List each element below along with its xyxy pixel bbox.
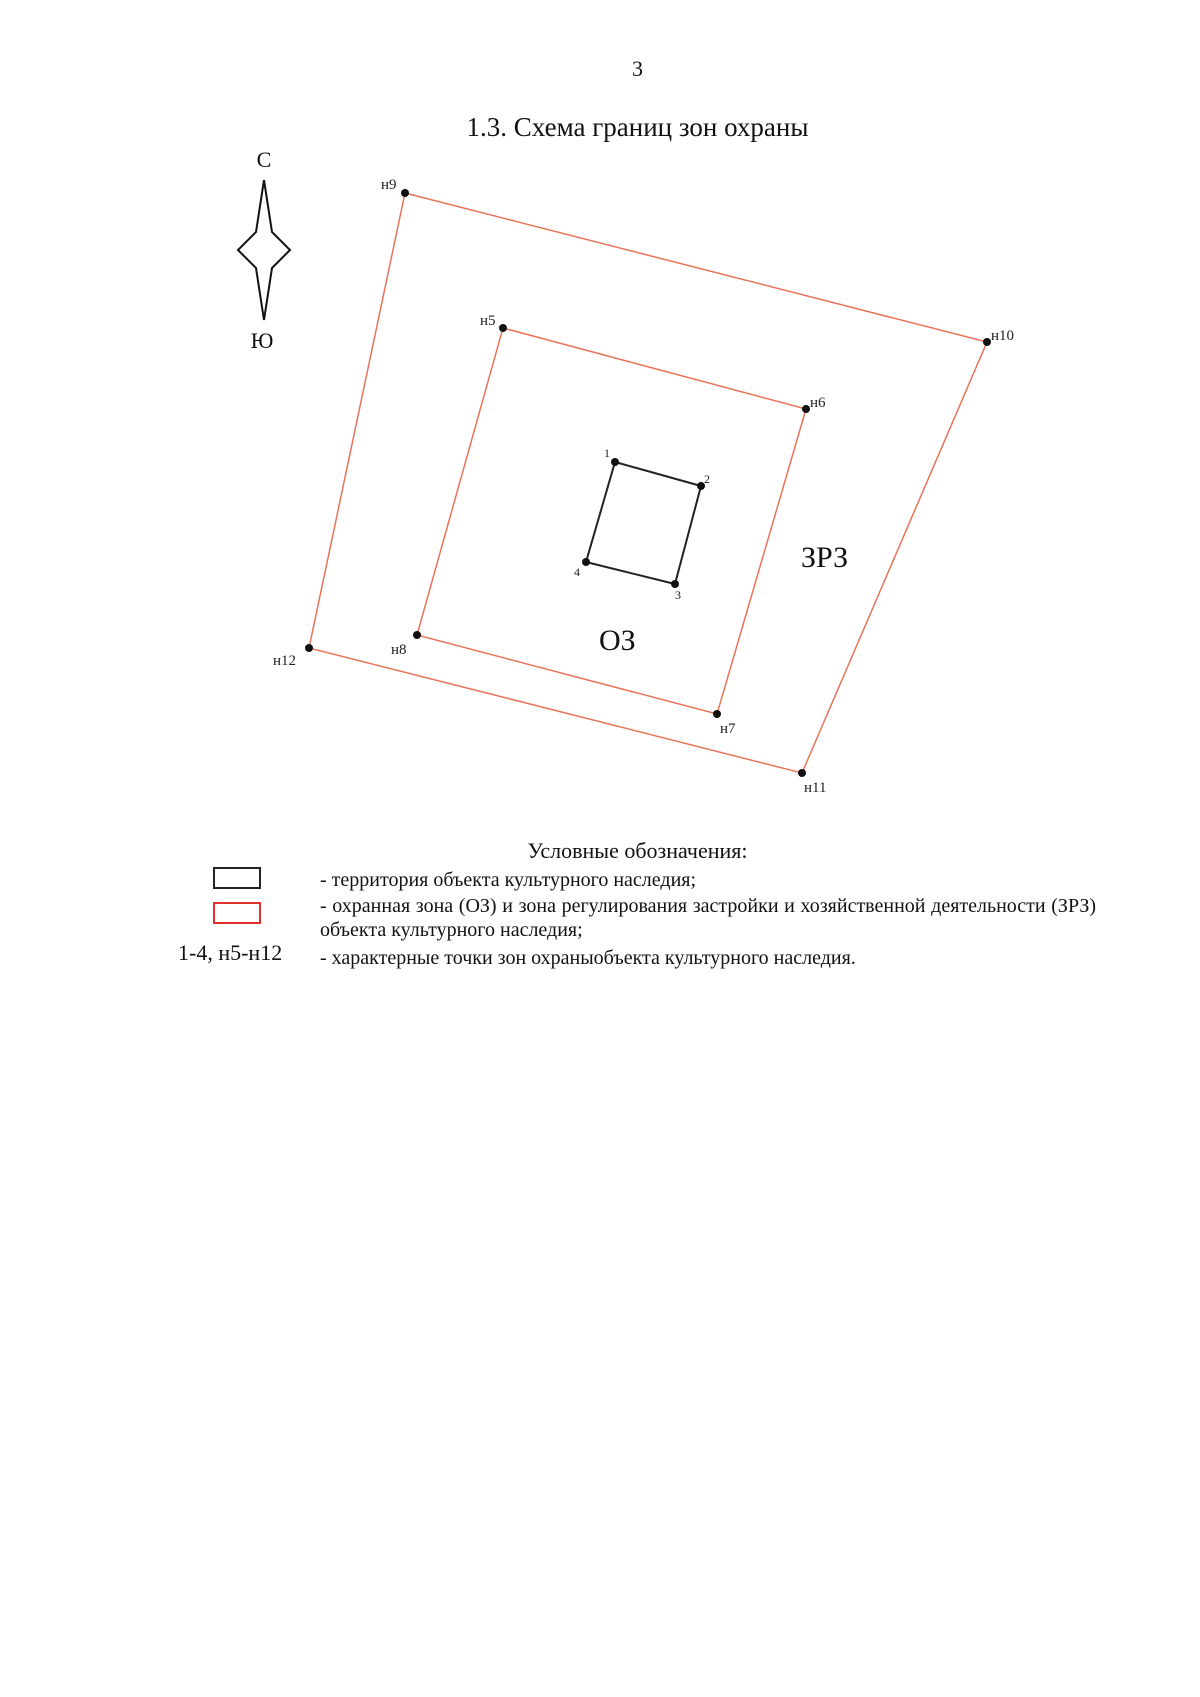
page-title: 1.3. Схема границ зон охраны [466,112,809,142]
point-label-4: 4 [574,565,580,579]
page-number: 3 [632,56,643,81]
legend-title: Условные обозначения: [527,838,748,863]
compass-north-label: С [256,147,272,172]
point-marker [798,769,806,777]
object-territory-boundary [586,462,701,584]
zone-label-oz: ОЗ [599,624,636,657]
compass-icon [238,147,290,353]
legend-swatch-zones [213,902,261,924]
point-marker [401,189,409,197]
point-marker [802,405,810,413]
point-label-n9: н9 [381,177,397,193]
point-marker [582,558,590,566]
zrz-boundary [309,193,987,773]
point-marker [413,631,421,639]
legend-text-zones: - охранная зона (ОЗ) и зона регулирования застройки и хозяйственной деятельности (ЗРЗ) объекта культурного наследия; [320,895,1096,941]
oz-points [391,313,826,737]
point-marker [305,644,313,652]
compass-south-label: Ю [250,328,274,353]
point-label-n12: н12 [273,653,297,669]
point-label-n11: н11 [804,780,827,796]
point-label-n7: н7 [720,721,736,737]
zone-label-zrz: ЗРЗ [801,541,849,574]
point-label-n10: н10 [991,328,1015,344]
point-label-n8: н8 [391,642,407,658]
point-label-n5: н5 [480,313,496,329]
legend-key-points: 1-4, н5-н12 [178,940,283,965]
point-label-1: 1 [604,446,610,460]
point-label-n6: н6 [810,395,826,411]
point-marker [713,710,721,718]
legend-text-territory: - территория объекта культурного наследия; [320,869,697,891]
point-marker [983,338,991,346]
point-marker [611,458,619,466]
legend-text-points: - характерные точки зон охраныобъекта культурного наследия. [320,947,856,969]
zrz-points [273,177,1014,796]
point-label-2: 2 [704,472,710,486]
legend-swatch-territory [213,867,261,889]
point-marker [671,580,679,588]
point-marker [499,324,507,332]
point-label-3: 3 [675,588,681,602]
